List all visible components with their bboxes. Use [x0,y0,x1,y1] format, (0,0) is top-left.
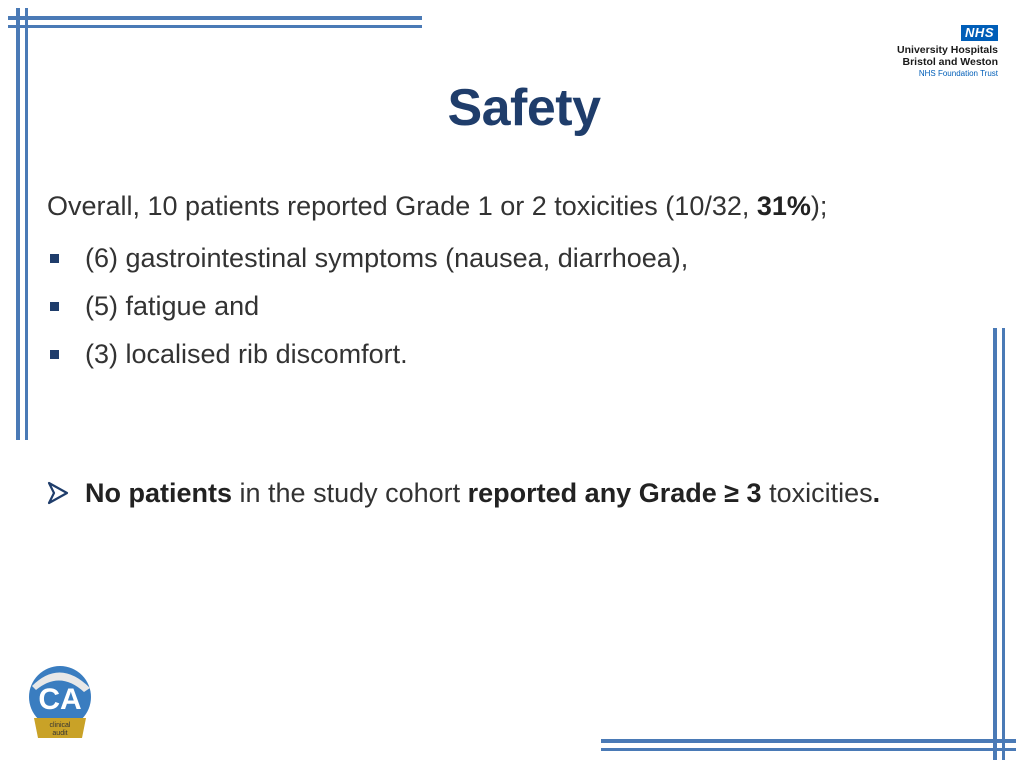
summary-paragraph [47,186,947,227]
list-item [47,282,947,330]
frame-line-right-1 [993,328,997,760]
frame-line-top-left-1 [8,16,422,20]
conclusion-bold-2: reported any Grade ≥ 3 [467,478,762,508]
frame-line-right-2 [1002,328,1005,760]
list-item [47,234,947,282]
summary-text-after: ); [810,191,828,221]
conclusion-bold-3: . [872,478,881,508]
conclusion-text [85,473,947,514]
conclusion-text-2: toxicities [761,478,873,508]
nhs-trust-logo [838,24,998,78]
nhs-trust-name-line3: NHS Foundation Trust [918,68,998,78]
frame-line-left-1 [16,8,20,440]
slide-title: Safety [447,79,601,137]
frame-line-top-left-2 [8,25,422,28]
frame-line-bottom-1 [601,739,1016,743]
logo-letters: CA [38,683,82,716]
frame-line-left-2 [25,8,28,440]
nhs-trust-name-line1: University Hospitals [897,43,998,56]
conclusion-text-1: in the study cohort [232,478,468,508]
clinical-audit-logo [24,664,96,744]
nhs-badge: NHS [961,25,998,41]
logo-word-audit: audit [52,730,68,737]
conclusion-bold-1: No patients [85,478,233,508]
square-bullet-icon [50,350,59,359]
list-item-text: (5) fatigue and [85,291,260,321]
square-bullet-icon [50,302,59,311]
summary-percent: 31% [756,191,811,221]
frame-line-bottom-2 [601,748,1016,751]
list-item-text: (3) localised rib discomfort. [85,339,408,369]
toxicity-list [47,234,947,378]
arrow-bullet-icon [47,481,69,505]
list-item [47,330,947,378]
slide-body [47,186,947,378]
square-bullet-icon [50,254,59,263]
nhs-trust-name-line2: Bristol and Weston [902,56,998,69]
summary-text-before: Overall, 10 patients reported Grade 1 or 2 toxicities (10/32, [47,191,757,221]
logo-word-clinical: clinical [49,722,71,729]
list-item-text: (6) gastrointestinal symptoms (nausea, diarrhoea), [85,243,689,273]
conclusion [47,473,947,514]
